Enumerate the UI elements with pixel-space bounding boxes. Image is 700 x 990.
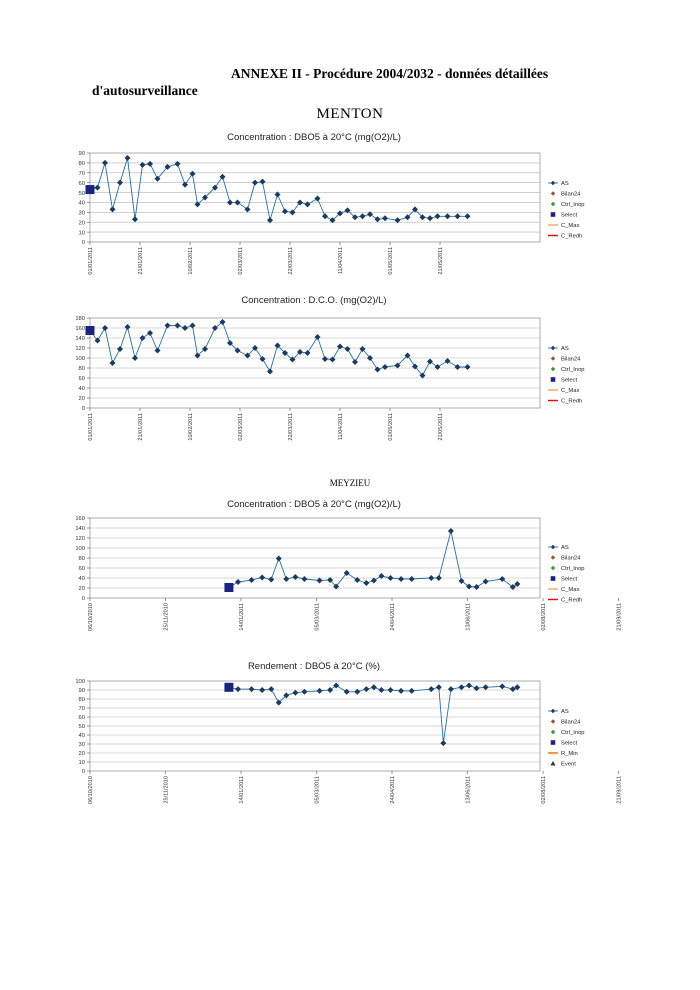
legend-marker: [551, 367, 555, 371]
y-tick-label: 160: [75, 516, 85, 523]
y-tick-label: 90: [78, 688, 85, 695]
data-point: [466, 683, 472, 689]
y-tick-label: 140: [75, 336, 85, 343]
data-point: [483, 684, 489, 690]
data-point: [140, 335, 146, 341]
data-point: [125, 324, 131, 330]
data-point: [395, 217, 401, 223]
data-point: [367, 355, 373, 361]
legend-marker: [551, 191, 555, 195]
x-tick-label: 14/01/2011: [239, 776, 246, 804]
data-point: [345, 346, 351, 352]
data-point: [474, 685, 480, 691]
data-point: [155, 348, 161, 354]
y-tick-label: 70: [78, 706, 85, 713]
data-point: [322, 213, 328, 219]
y-tick-label: 40: [78, 386, 85, 393]
x-tick-label: 24/04/2011: [390, 603, 397, 631]
data-point: [275, 192, 281, 198]
data-point: [301, 576, 307, 582]
data-point: [412, 206, 418, 212]
data-point: [283, 576, 289, 582]
data-point: [440, 740, 446, 746]
legend-marker: [551, 555, 555, 559]
data-point: [363, 580, 369, 586]
data-point: [190, 323, 196, 329]
x-tick-label: 01/05/2011: [388, 413, 394, 441]
data-point: [333, 584, 339, 590]
data-point: [371, 684, 377, 690]
data-point: [95, 185, 101, 191]
x-tick-label: 01/01/2011: [88, 247, 94, 275]
y-tick-label: 80: [78, 697, 85, 704]
x-tick-label: 02/03/2011: [238, 247, 244, 275]
data-point: [327, 577, 333, 583]
x-tick-label: 10/02/2011: [188, 247, 194, 275]
data-point: [245, 353, 251, 359]
data-point: [235, 579, 241, 585]
data-point: [483, 579, 489, 585]
data-point: [514, 581, 520, 587]
x-tick-label: 25/11/2010: [163, 776, 170, 804]
data-point: [301, 689, 307, 695]
data-point: [382, 215, 388, 221]
data-point: [455, 364, 461, 370]
data-point: [354, 689, 360, 695]
data-point: [428, 575, 434, 581]
data-point: [147, 330, 153, 336]
data-point: [292, 690, 298, 696]
y-tick-label: 140: [75, 526, 85, 533]
data-point: [275, 343, 281, 349]
legend-label: Bilan24: [561, 555, 581, 562]
data-point: [345, 207, 351, 213]
x-tick-label: 24/04/2011: [390, 776, 397, 804]
x-tick-label: 13/06/2011: [465, 776, 472, 804]
data-point: [227, 340, 233, 346]
data-point: [420, 373, 426, 379]
y-tick-label: 20: [78, 751, 85, 758]
data-point: [276, 700, 282, 706]
data-point: [297, 349, 303, 355]
x-tick-label: 10/02/2011: [188, 413, 194, 441]
y-tick-label: 70: [78, 170, 85, 177]
y-tick-label: 40: [78, 733, 85, 740]
y-tick-label: 30: [78, 742, 85, 749]
data-point: [352, 359, 358, 365]
legend-marker: [551, 202, 555, 206]
data-point: [465, 364, 471, 370]
x-tick-label: 13/06/2011: [465, 603, 472, 631]
legend-label: C_Max: [561, 223, 580, 229]
x-tick-label: 25/11/2010: [163, 603, 170, 631]
y-tick-label: 30: [78, 210, 85, 217]
legend-marker: [551, 356, 555, 360]
data-point: [388, 687, 394, 693]
selected-point: [224, 683, 233, 692]
data-point: [436, 684, 442, 690]
legend-label: C_Redh: [561, 398, 583, 405]
data-point: [117, 180, 123, 186]
data-point: [182, 325, 188, 331]
plot-area: [90, 518, 540, 598]
data-point: [378, 573, 384, 579]
data-point: [388, 575, 394, 581]
data-point: [499, 683, 505, 689]
data-point: [428, 686, 434, 692]
data-point: [87, 328, 93, 334]
legend-marker: [551, 740, 556, 745]
legend-label: Bilan24: [561, 356, 581, 363]
data-point: [465, 213, 471, 219]
data-point: [117, 346, 123, 352]
legend-label: Select: [561, 212, 578, 219]
data-point: [330, 217, 336, 223]
data-point: [165, 164, 171, 170]
data-point: [474, 584, 480, 590]
legend-marker: [551, 545, 555, 549]
selected-point: [86, 185, 95, 194]
legend-label: AS: [561, 709, 569, 715]
legend-label: AS: [561, 181, 569, 187]
y-tick-label: 60: [78, 715, 85, 722]
data-point: [317, 688, 323, 694]
y-tick-label: 80: [78, 366, 85, 373]
legend-marker: [551, 566, 555, 570]
data-point: [290, 357, 296, 363]
data-point: [226, 684, 232, 690]
y-tick-label: 10: [78, 230, 85, 237]
data-point: [327, 687, 333, 693]
data-point: [360, 213, 366, 219]
data-point: [352, 214, 358, 220]
data-point: [305, 201, 311, 207]
data-point: [282, 350, 288, 356]
data-point: [195, 201, 201, 207]
y-tick-label: 60: [78, 566, 85, 573]
legend-label: AS: [561, 545, 569, 551]
data-point: [412, 364, 418, 370]
data-point: [445, 358, 451, 364]
data-point: [375, 367, 381, 373]
legend-label: AS: [561, 346, 569, 352]
x-tick-label: 01/05/2011: [388, 247, 394, 275]
data-point: [268, 577, 274, 583]
y-tick-label: 120: [75, 346, 85, 353]
x-tick-label: 06/10/2010: [88, 776, 94, 804]
y-tick-label: 90: [78, 151, 85, 158]
data-point: [297, 199, 303, 205]
data-point: [466, 584, 472, 590]
y-tick-label: 40: [78, 200, 85, 207]
legend-label: Event: [561, 761, 576, 768]
data-point: [375, 216, 381, 222]
data-point: [132, 355, 138, 361]
data-point: [259, 575, 265, 581]
legend-marker: [550, 761, 555, 766]
legend-label: Ctrl_Inop: [561, 730, 585, 736]
y-tick-label: 80: [78, 161, 85, 168]
x-tick-label: 22/03/2011: [288, 247, 294, 275]
x-tick-label: 05/03/2011: [314, 603, 321, 631]
x-tick-label: 21/09/2011: [616, 776, 623, 804]
data-point: [182, 182, 188, 188]
data-point: [371, 578, 377, 584]
data-point: [125, 155, 131, 161]
data-point: [330, 357, 336, 363]
selected-point: [224, 583, 233, 592]
data-point: [276, 556, 282, 562]
data-point: [448, 686, 454, 692]
series-line-as: [229, 531, 517, 588]
data-point: [409, 688, 415, 694]
data-point: [283, 692, 289, 698]
data-point: [110, 360, 116, 366]
data-point: [268, 686, 274, 692]
data-point: [360, 346, 366, 352]
x-tick-label: 11/04/2011: [338, 247, 344, 275]
y-tick-label: 50: [78, 190, 85, 197]
data-point: [175, 161, 181, 167]
data-point: [132, 216, 138, 222]
y-tick-label: 160: [75, 326, 85, 333]
data-point: [235, 348, 241, 354]
legend-marker: [551, 730, 555, 734]
x-tick-label: 05/03/2011: [314, 776, 321, 804]
legend-marker: [551, 181, 555, 185]
data-point: [190, 171, 196, 177]
data-point: [175, 323, 181, 329]
data-point: [315, 195, 321, 201]
legend-marker: [551, 346, 555, 350]
data-point: [267, 217, 273, 223]
data-point: [235, 686, 241, 692]
legend-marker: [551, 709, 555, 713]
x-tick-label: 22/03/2011: [288, 413, 294, 441]
data-point: [212, 325, 218, 331]
data-point: [292, 574, 298, 580]
data-point: [260, 179, 266, 185]
data-point: [202, 346, 208, 352]
data-point: [499, 576, 505, 582]
y-tick-label: 0: [81, 769, 85, 776]
legend-label: Select: [561, 377, 578, 384]
data-point: [337, 344, 343, 350]
data-point: [510, 686, 516, 692]
data-point: [367, 211, 373, 217]
data-point: [455, 213, 461, 219]
data-point: [354, 577, 360, 583]
data-point: [395, 363, 401, 369]
data-point: [155, 176, 161, 182]
y-tick-label: 20: [78, 586, 85, 593]
data-point: [110, 206, 116, 212]
legend-label: C_Max: [561, 388, 580, 394]
x-tick-label: 11/04/2011: [338, 413, 344, 441]
data-point: [87, 187, 93, 193]
y-tick-label: 80: [78, 556, 85, 563]
legend-label: C_Redh: [561, 233, 583, 240]
y-tick-label: 20: [78, 396, 85, 403]
data-point: [249, 686, 255, 692]
legend-marker: [551, 719, 555, 723]
data-point: [435, 364, 441, 370]
x-tick-label: 21/01/2011: [138, 413, 144, 441]
data-point: [102, 160, 108, 166]
data-point: [315, 334, 321, 340]
y-tick-label: 20: [78, 220, 85, 227]
data-point: [212, 185, 218, 191]
plot-area: [90, 318, 540, 408]
data-point: [249, 577, 255, 583]
y-tick-label: 60: [78, 180, 85, 187]
data-point: [235, 199, 241, 205]
y-tick-label: 100: [75, 679, 85, 686]
series-line-as: [90, 158, 468, 220]
series-line-as: [90, 322, 468, 376]
x-tick-label: 01/01/2011: [88, 413, 94, 441]
legend-label: Select: [561, 740, 578, 747]
plot-area: [90, 681, 540, 771]
page-subtitle: d'autosurveillance: [92, 83, 198, 98]
x-tick-label: 21/05/2011: [438, 413, 444, 441]
y-tick-label: 0: [81, 596, 85, 603]
data-point: [317, 578, 323, 584]
x-tick-label: 02/08/2011: [541, 776, 548, 804]
data-point: [458, 578, 464, 584]
x-tick-label: 02/08/2011: [541, 603, 548, 631]
y-tick-label: 100: [75, 356, 85, 363]
data-point: [382, 364, 388, 370]
x-tick-label: 21/09/2011: [616, 603, 623, 631]
legend-label: Ctrl_Inop: [561, 566, 585, 572]
legend-label: R_Min: [561, 751, 578, 757]
data-point: [245, 206, 251, 212]
data-point: [333, 683, 339, 689]
legend-marker: [551, 576, 556, 581]
data-point: [363, 686, 369, 692]
data-point: [267, 369, 273, 375]
data-point: [398, 688, 404, 694]
data-point: [220, 319, 226, 325]
data-point: [427, 359, 433, 365]
y-tick-label: 40: [78, 576, 85, 583]
data-point: [378, 687, 384, 693]
x-tick-label: 14/01/2011: [239, 603, 246, 631]
data-point: [409, 576, 415, 582]
data-point: [102, 325, 108, 331]
y-tick-label: 100: [75, 546, 85, 553]
data-point: [514, 684, 520, 690]
data-point: [305, 350, 311, 356]
data-point: [165, 323, 171, 329]
data-point: [458, 684, 464, 690]
data-point: [420, 214, 426, 220]
chart-title: Concentration : D.C.O. (mg(O2)/L): [241, 295, 387, 306]
x-tick-label: 02/03/2011: [238, 413, 244, 441]
selected-point: [86, 326, 95, 335]
data-point: [252, 180, 258, 186]
series-line-as: [229, 686, 517, 744]
legend-label: Bilan24: [561, 719, 581, 726]
legend-label: Ctrl_Inop: [561, 367, 585, 373]
data-point: [226, 585, 232, 591]
data-point: [290, 209, 296, 215]
data-point: [260, 356, 266, 362]
data-point: [195, 353, 201, 359]
data-point: [282, 208, 288, 214]
data-point: [140, 162, 146, 168]
y-tick-label: 0: [81, 240, 85, 247]
data-point: [322, 356, 328, 362]
legend-marker: [551, 212, 556, 217]
data-point: [445, 213, 451, 219]
page-title: ANNEXE II - Procédure 2004/2032 - données détaillées: [231, 66, 549, 81]
y-tick-label: 180: [75, 316, 85, 323]
x-tick-label: 06/10/2010: [88, 603, 94, 631]
section-title-menton: MENTON: [316, 106, 384, 122]
data-point: [448, 528, 454, 534]
data-point: [510, 584, 516, 590]
section-title-meyzieu: MEYZIEU: [329, 478, 371, 488]
data-point: [344, 689, 350, 695]
legend-label: C_Max: [561, 587, 580, 593]
legend-marker: [551, 377, 556, 382]
data-point: [436, 575, 442, 581]
data-point: [337, 210, 343, 216]
data-point: [147, 161, 153, 167]
chart-title: Concentration : DBO5 à 20°C (mg(O2)/L): [227, 132, 401, 143]
data-point: [259, 687, 265, 693]
y-tick-label: 10: [78, 760, 85, 767]
chart-title: Rendement : DBO5 à 20°C (%): [247, 661, 381, 672]
legend-label: C_Redh: [561, 597, 583, 604]
legend-label: Bilan24: [561, 191, 581, 198]
y-tick-label: 60: [78, 376, 85, 383]
x-tick-label: 21/01/2011: [138, 247, 144, 275]
data-point: [344, 570, 350, 576]
data-point: [427, 215, 433, 221]
chart-title: Concentration : DBO5 à 20°C (mg(O2)/L): [227, 499, 401, 510]
data-point: [405, 353, 411, 359]
data-point: [252, 345, 258, 351]
legend-label: Select: [561, 576, 578, 583]
plot-area: [90, 153, 540, 242]
data-point: [220, 174, 226, 180]
data-point: [398, 576, 404, 582]
data-point: [95, 338, 101, 344]
data-point: [405, 214, 411, 220]
data-point: [202, 195, 208, 201]
x-tick-label: 21/05/2011: [438, 247, 444, 275]
y-tick-label: 0: [81, 406, 85, 413]
y-tick-label: 50: [78, 724, 85, 731]
data-point: [227, 199, 233, 205]
data-point: [435, 213, 441, 219]
y-tick-label: 120: [75, 536, 85, 543]
legend-label: Ctrl_Inop: [561, 202, 585, 208]
